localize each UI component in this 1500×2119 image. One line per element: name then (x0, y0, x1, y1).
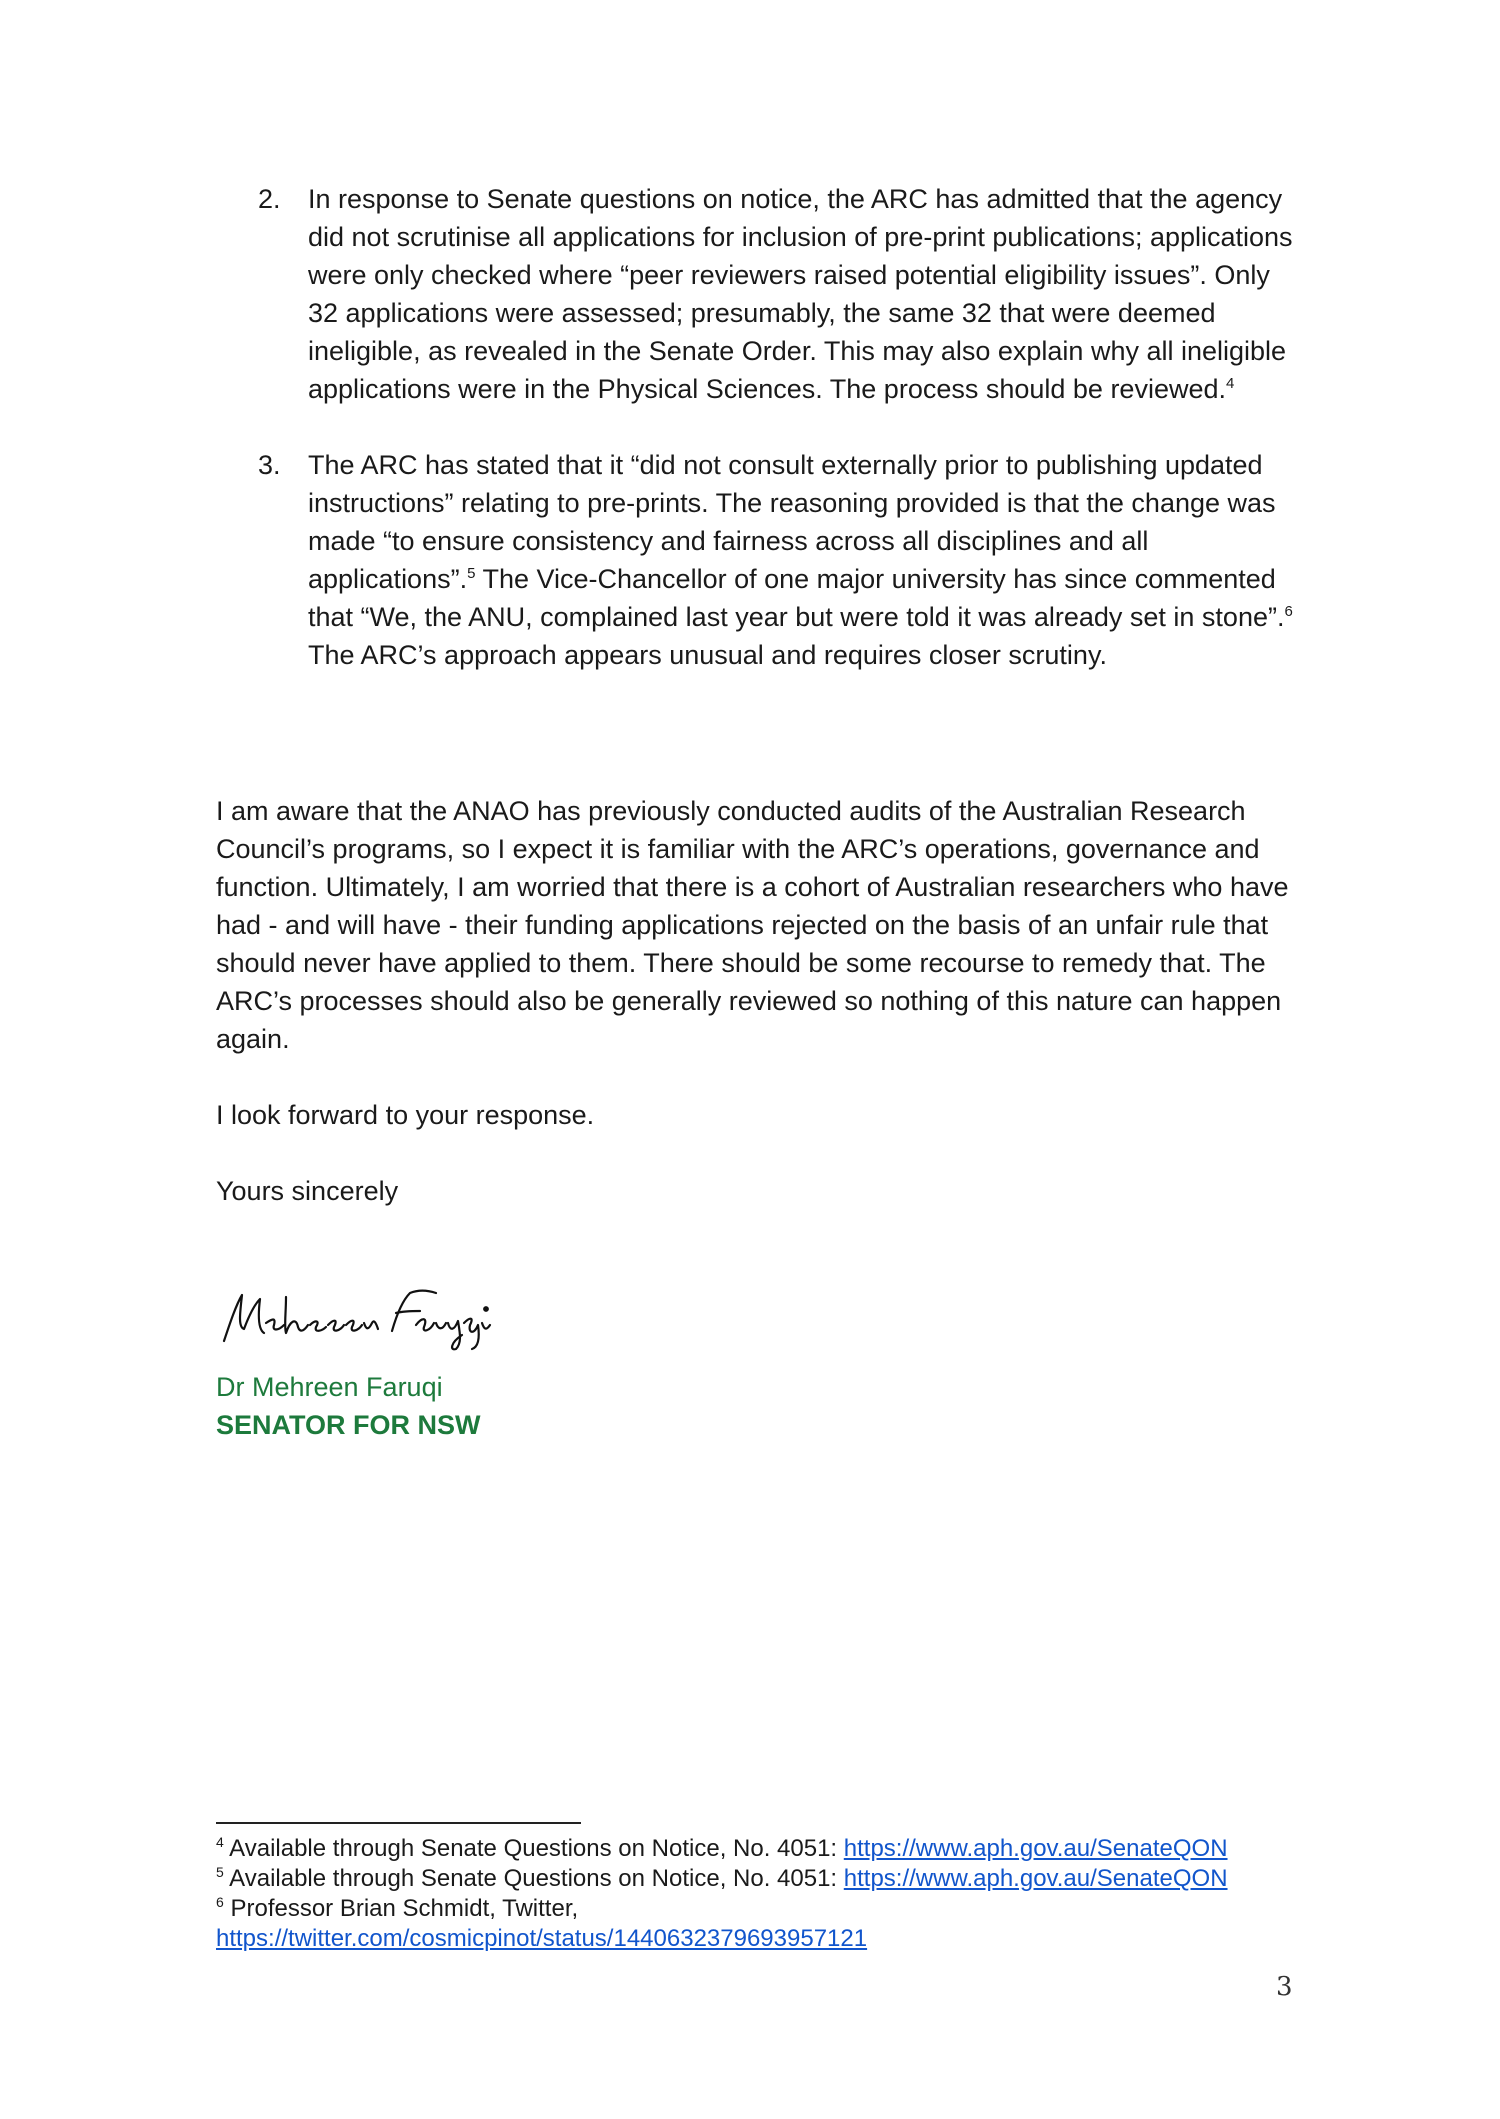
footnote (216, 1864, 1316, 1894)
footnote-divider (216, 1822, 581, 1824)
footnote-number: 4 (216, 1834, 224, 1850)
sender-title: SENATOR FOR NSW (216, 1410, 481, 1440)
point-text: The Vice-Chancellor of one major university has since commented that “We, the ANU, complained last year but were told it was already set in stone”. (308, 564, 1285, 632)
footnote-text: Available through Senate Questions on Notice, No. 4051: (229, 1865, 844, 1892)
footnote-number: 5 (216, 1864, 224, 1880)
footnotes (216, 1834, 1316, 1954)
list-number: 2. (258, 184, 281, 214)
sender-name: Dr Mehreen Faruqi (216, 1372, 443, 1402)
point-text: In response to Senate questions on notice, the ARC has admitted that the agency did not scrutinise all applications for inclusion of pre-print publications; applications were only checked where “peer reviewers raised potential eligibility issues”. Only 32 applications were assessed; presumably, the same 32 that were deemed ineligible, as revealed in the Senate Order. This may also explain why all ineligible applications were in the Physical Sciences. The process should be reviewed. (308, 184, 1293, 404)
look-forward-line: I look forward to your response. (216, 1100, 595, 1130)
footnote (216, 1834, 1316, 1864)
footnote-ref[interactable]: 6 (1284, 603, 1293, 620)
list-item (258, 180, 1298, 408)
page-number: 3 (1276, 1972, 1293, 2002)
numbered-points (258, 180, 1298, 712)
footnote (216, 1894, 1316, 1954)
point-text: The ARC has stated that it “did not consult externally prior to publishing updated instructions” relating to pre-prints. The reasoning provided is that the change was made “to ensure consistency and fairness across all disciplines and all applications”. (308, 450, 1276, 594)
footnote-number: 6 (216, 1894, 224, 1910)
point-text: The ARC’s approach appears unusual and requires closer scrutiny. (308, 640, 1107, 670)
list-number: 3. (258, 450, 281, 480)
footnote-link[interactable]: https://www.aph.gov.au/SenateQON (843, 1835, 1228, 1862)
list-item (258, 446, 1298, 674)
footnote-link[interactable]: https://www.aph.gov.au/SenateQON (843, 1865, 1228, 1892)
footnote-link[interactable]: https://twitter.com/cosmicpinot/status/1440632379693957121 (216, 1925, 868, 1952)
footnote-text: Professor Brian Schmidt, Twitter, (230, 1895, 579, 1922)
footnote-ref[interactable]: 5 (467, 565, 476, 582)
signature (216, 1283, 506, 1353)
footnote-text: Available through Senate Questions on Notice, No. 4051: (229, 1835, 844, 1862)
footnote-ref[interactable]: 4 (1226, 375, 1235, 392)
closing-paragraph: I am aware that the ANAO has previously conducted audits of the Australian Research Council’s programs, so I expect it is familiar with the ARC’s operations, governance and function. Ultimately, I am worried that there is a cohort of Australian researchers who have had - and will have - their funding applications rejected on the basis of an unfair rule that should never have applied to them. There should be some recourse to remedy that. The ARC’s processes should also be generally reviewed so nothing of this nature can happen again. (216, 796, 1289, 1054)
sign-off: Yours sincerely (216, 1176, 399, 1206)
